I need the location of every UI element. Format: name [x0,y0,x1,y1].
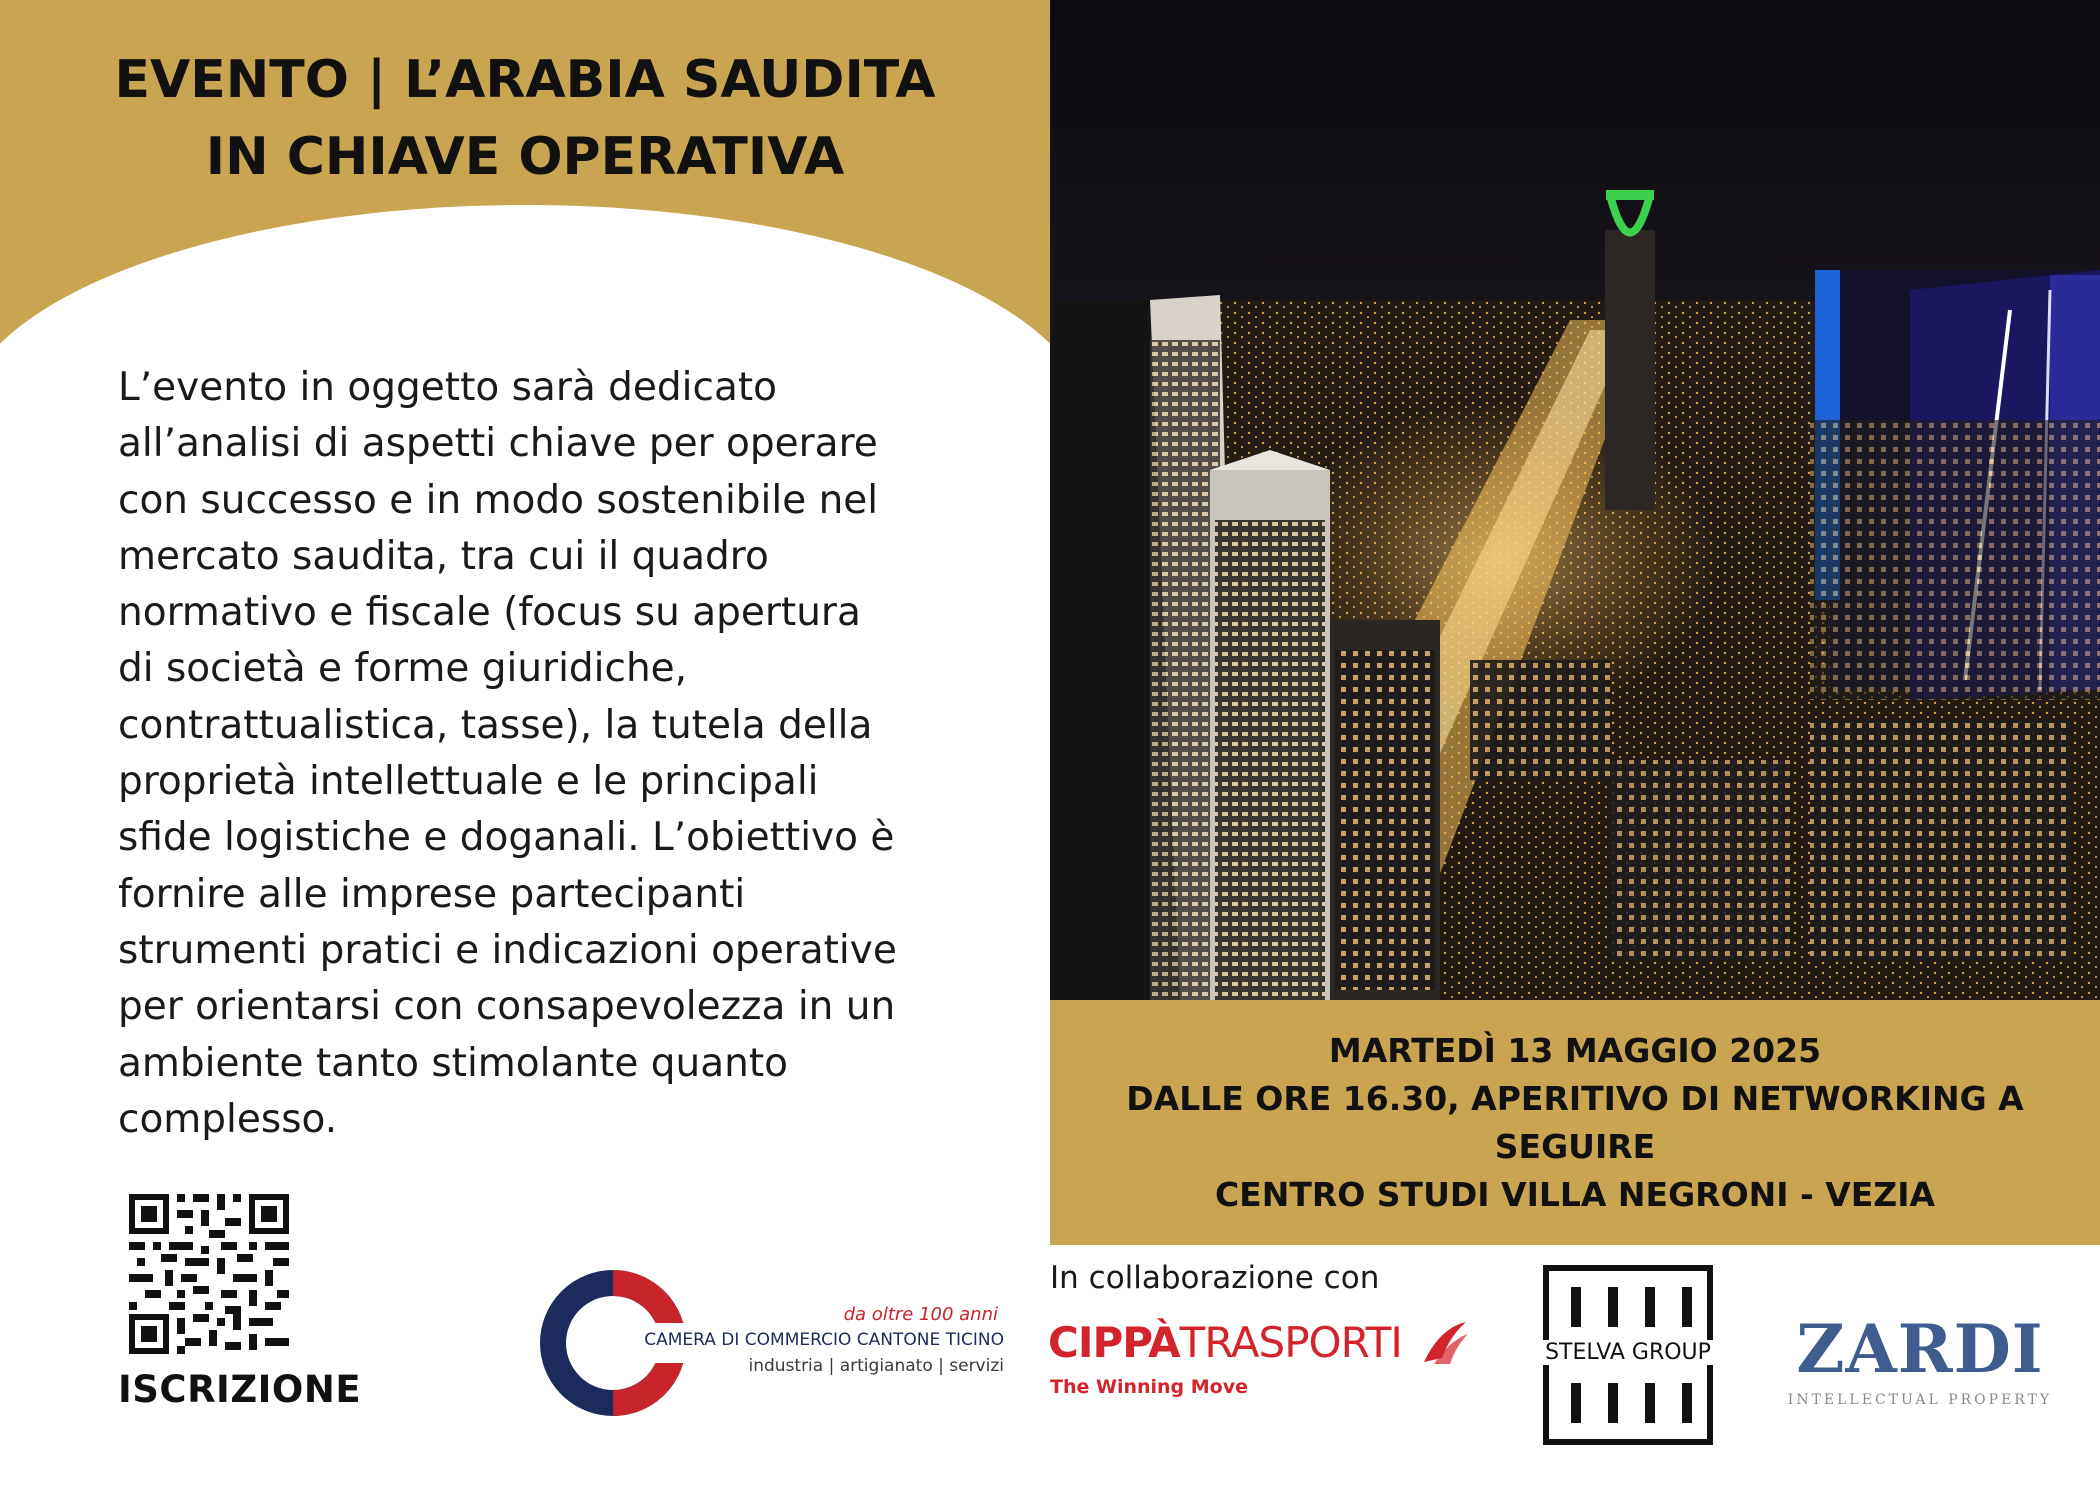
event-time-continued: SEGUIRE [1494,1126,1656,1166]
cippa-swoosh-icon [1420,1318,1470,1368]
stelva-name: STELVA GROUP [1543,1340,1713,1365]
zardi-name: ZARDI [1796,1310,2044,1388]
camera-di-commercio-logo [538,1268,1008,1418]
description-line: complesso. [118,1096,338,1142]
description-line: con successo e in modo sostenibile nel [118,477,879,523]
description-line: ambiente tanto stimolante quanto [118,1040,789,1086]
description-line: fornire alle imprese partecipanti [118,871,746,917]
riyadh-skyline-photo [1050,0,2100,1000]
description-line: normativo e fiscale (focus su apertura [118,590,861,636]
description-line: L’evento in oggetto sarà dedicato [118,365,778,410]
cippa-trasporti-logo [1048,1318,1468,1408]
collaboration-label: In collaborazione con [1050,1260,1380,1296]
description-line: contrattualistica, tasse), la tutela della [118,702,873,748]
cippa-name-rest: TRASPORTI [1179,1318,1402,1367]
camera-name: CAMERA DI COMMERCIO CANTONE TICINO [644,1330,1004,1350]
event-title-line: IN CHIAVE OPERATIVA [205,127,845,187]
registration-label[interactable]: ISCRIZIONE [118,1368,362,1411]
event-title [40,42,1010,196]
qr-code-icon[interactable] [125,1190,293,1358]
description-line: proprietà intellettuale e le principali [118,759,819,805]
zardi-logo [1785,1310,2055,1410]
description-line: di società e forme giuridiche, [118,646,688,692]
description-line: all’analisi di aspetti chiave per operare [118,421,878,467]
stelva-group-logo [1543,1265,1713,1445]
event-details-box [1050,1000,2100,1245]
description-line: mercato saudita, tra cui il quadro [118,533,769,579]
zardi-subtitle: INTELLECTUAL PROPERTY [1787,1392,2053,1408]
description-line: strumenti pratici e indicazioni operative [118,927,897,973]
event-description [118,360,988,1148]
description-line: per orientarsi con consapevolezza in un [118,984,896,1030]
event-title-line: EVENTO | L’ARABIA SAUDITA [114,50,936,110]
event-time: DALLE ORE 16.30, APERITIVO DI NETWORKING A [1126,1078,2024,1118]
cippa-name-bold: CIPPÀ [1048,1318,1180,1367]
event-date: MARTEDÌ 13 MAGGIO 2025 [1328,1030,1822,1070]
event-venue: CENTRO STUDI VILLA NEGRONI - VEZIA [1214,1174,1936,1214]
camera-tagline: da oltre 100 anni [843,1304,998,1325]
cippa-tagline: The Winning Move [1050,1376,1248,1398]
cippa-logo-text [1048,1318,1402,1367]
description-line: sfide logistiche e doganali. L’obiettivo è [118,815,895,861]
camera-subtitle: industria | artigianato | servizi [748,1356,1004,1376]
